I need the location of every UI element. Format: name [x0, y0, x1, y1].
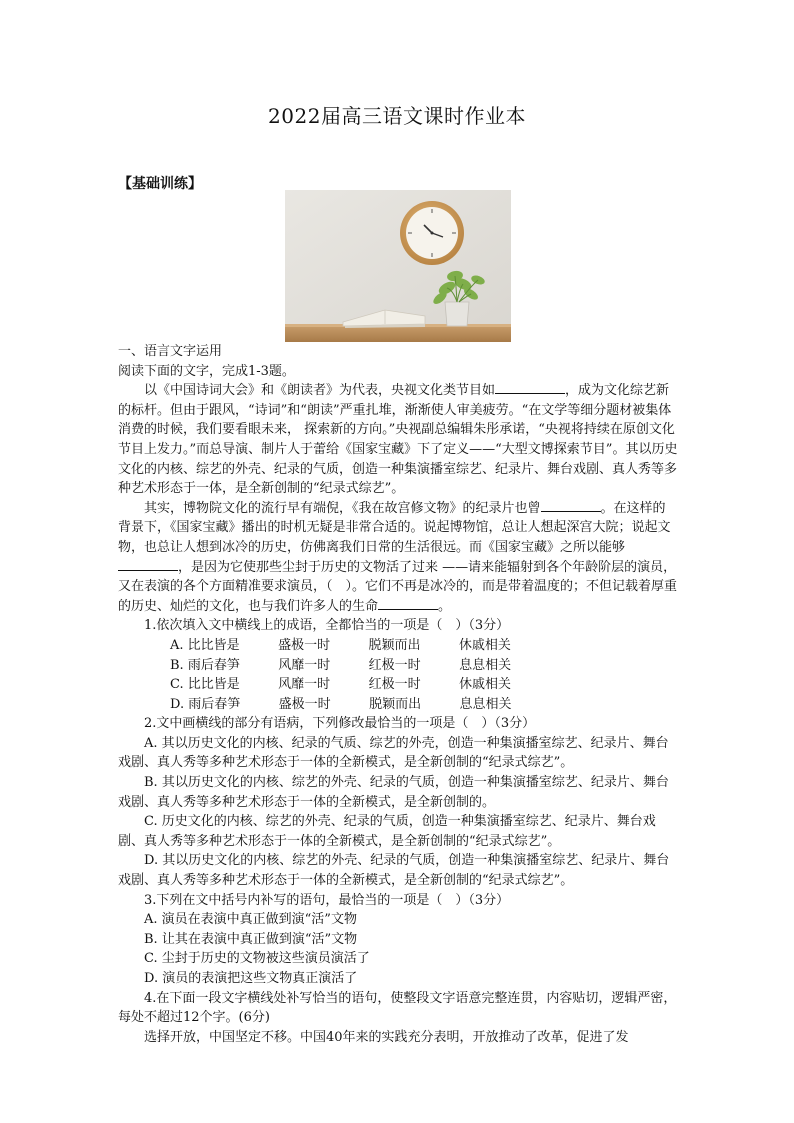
option-phrase: 息息相关	[459, 696, 512, 712]
page-title: 2022届高三语文课时作业本	[268, 104, 526, 128]
question-1-stem: 1.依次填入文中横线上的成语，全都恰当的一项是（ ）（3分）	[144, 618, 510, 634]
clock-book-plant-photo	[285, 190, 511, 342]
paragraph-text: ，是因为它使那些尘封于历史的文物活了过来 ——请来能辐射到各个年龄阶层的演员，又在表演的各个方面精准要求演员，（ ）。它们不再是冰冷的，而是带着温度的；不但记载着厚重的历史、灿烂的文化，也与我们许多人的生命	[118, 559, 678, 614]
option-phrase: 休戚相关	[458, 637, 511, 653]
question-3-option-a: A. 演员在表演中真正做到演“活”文物	[144, 912, 357, 928]
paragraph-text: 。	[438, 598, 452, 614]
option-phrase: D. 雨后春笋	[170, 696, 241, 712]
photo-illustration	[285, 190, 511, 342]
paragraph-text: ，成为文化综艺新的标杆。但由于跟风，“诗词”和“朗读”严重扎堆，渐渐使人审美疲劳。“在文学等细分题材被集体消费的时候，我们要看眼未来， 探索新的方向。”央视副总编辑朱彤承诺，“央视将持续在原创文化节目上发力。”而总导演、制片人于蕾给《国家宝藏》下了定义——“大型文博探索节目”。其以历史文化的内核、综艺的外壳、纪录的气质，创造一种集演播室综艺、纪录片、舞台戏剧、真人秀等多种艺术形态于一体，是全新创制的“纪录式综艺”。	[118, 383, 678, 497]
question-2-option-b: B. 其以历史文化的内核、综艺的外壳、纪录的气质，创造一种集演播室综艺、纪录片、舞台戏剧、真人秀等多种艺术形态于一体的全新模式，是全新创制的。	[118, 775, 669, 810]
question-1-option-c	[118, 675, 678, 695]
option-phrase: 盛极一时	[278, 696, 331, 712]
reading-instruction: 阅读下面的文字，完成1-3题。	[118, 363, 295, 379]
section-heading: 【基础训练】	[118, 176, 202, 192]
document-body	[118, 342, 678, 1047]
question-1-option-a	[118, 636, 678, 656]
option-phrase: 息息相关	[459, 657, 512, 673]
option-phrase: 红极一时	[368, 677, 421, 693]
question-4-stem: 4.在下面一段文字横线处补写恰当的语句，使整段文字语意完整连贯，内容贴切，逻辑严密，每处不超过12个字。(6分)	[118, 990, 677, 1026]
option-phrase: 休戚相关	[459, 677, 512, 693]
passage-paragraph-2	[118, 499, 678, 617]
question-2-option-c: C. 历史文化的内核、综艺的外壳、纪录的气质，创造一种集演播室综艺、纪录片、舞台戏剧、真人秀等多种艺术形态于一体的全新模式，是全新创制的“纪录式综艺”。	[118, 814, 656, 849]
passage-paragraph-1	[118, 381, 678, 499]
fill-blank	[378, 597, 438, 610]
fill-blank	[541, 499, 601, 512]
part-heading: 一、语言文字运用	[118, 344, 223, 359]
option-phrase: 红极一时	[368, 657, 421, 673]
question-3-stem: 3.下列在文中括号内补写的语句，最恰当的一项是（ ）（3分）	[144, 892, 510, 908]
option-phrase: B. 雨后春笋	[170, 657, 240, 673]
paragraph-text: 以《中国诗词大会》和《朗读者》为代表，央视文化类节目如	[144, 383, 496, 399]
fill-blank	[495, 381, 565, 394]
option-phrase: 盛极一时	[278, 637, 331, 653]
paragraph-text: 其实，博物院文化的流行早有端倪，《我在故宫修文物》的纪录片也曾	[144, 500, 541, 516]
option-phrase: 脱颖而出	[368, 637, 421, 653]
question-2-option-d: D. 其以历史文化的内核、综艺的外壳、纪录的气质，创造一种集演播室综艺、纪录片、舞台戏剧、真人秀等多种艺术形态于一体的全新模式，是全新创制的“纪录式综艺”。	[118, 853, 670, 889]
paragraph-text: 。在这样的背景下，《国家宝藏》播出的时机无疑是非常合适的。说起博物馆，总让人想起深宫大院；说起文物，也总让人想到冰冷的历史，仿佛离我们日常的生活很远。而《国家宝藏》之所以能够	[118, 500, 671, 555]
fill-blank	[118, 558, 178, 571]
question-4-passage: 选择开放，中国坚定不移。中国40年来的实践充分表明，开放推动了改革，促进了发	[144, 1029, 629, 1045]
option-phrase: 风靡一时	[278, 677, 331, 693]
option-phrase: A. 比比皆是	[170, 637, 240, 653]
question-3-option-c: C. 尘封于历史的文物被这些演员演活了	[144, 951, 370, 967]
question-1-option-d	[118, 695, 678, 715]
option-phrase: 脱颖而出	[369, 696, 422, 712]
question-2-stem: 2.文中画横线的部分有语病，下列修改最恰当的一项是（ ）（3分）	[144, 716, 536, 732]
option-phrase: C. 比比皆是	[170, 677, 240, 693]
question-2-option-a: A. 其以历史文化的内核、纪录的气质、综艺的外壳，创造一种集演播室综艺、纪录片、舞台戏剧、真人秀等多种艺术形态于一体的全新模式，是全新创制的“纪录式综艺”。	[118, 735, 669, 771]
option-phrase: 风靡一时	[278, 657, 331, 673]
question-1-option-b	[118, 656, 678, 676]
question-3-option-b: B. 让其在表演中真正做到演“活”文物	[144, 931, 358, 947]
question-3-option-d: D. 演员的表演把这些文物真正演活了	[144, 971, 358, 986]
